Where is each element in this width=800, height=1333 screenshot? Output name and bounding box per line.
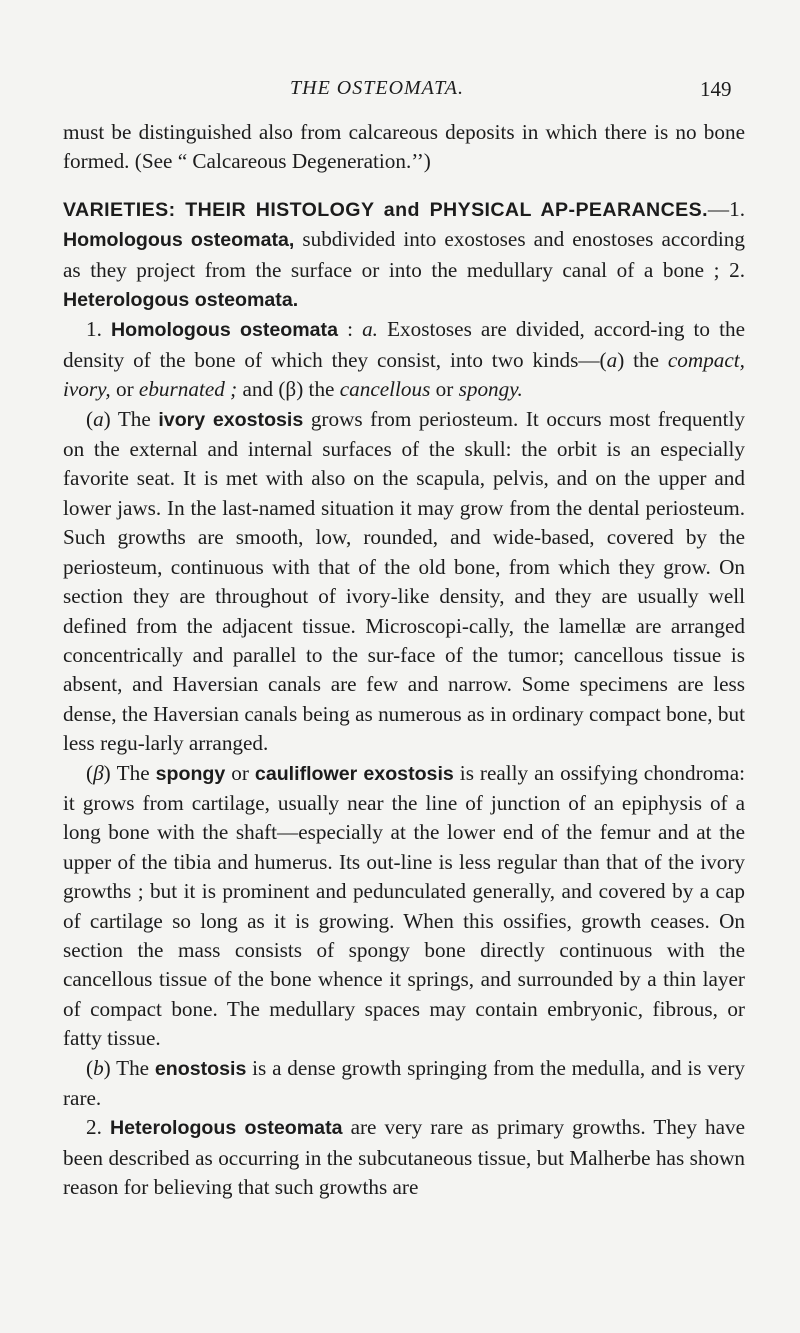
running-title: THE OSTEOMATA. [290,77,464,99]
paragraph-ivory-exostosis: (a) The ivory exostosis grows from periosteum. It occurs most frequently on the external and internal surfaces of the skull: the orbit is an especially favorite seat. It is met with also on the scapula, pelvis, and on the upper and lower jaws. In the last-named situation it may grow from the dental periosteum. Such growths are smooth, low, rounded, and wide-based, covered by the periosteum, continuous with that of the old bone, from which they grow. On section they are throughout of ivory-like density, and they are usually well defined from the adjacent tissue. Microscopi-cally, the lamellæ are arranged concentrically and parallel to the sur-face of the tumor; cancellous tissue is absent, and Haversian canals are few and narrow. Some specimens are less dense, the Haversian canals being as numerous as in ordinary compact bone, but less regu-larly arranged. [63,406,745,756]
paragraph-enostosis: (b) The enostosis is a dense growth springing from the medulla, and is very rare. [63,1055,745,1110]
page-number: 149 [700,77,732,101]
paragraph-heterologous: 2. Heterologous osteomata are very rare as primary growths. They have been described as occurring in the subcutaneous tissue, but Malherbe has shown reason for believing that such growths are [63,1115,745,1200]
section-heading: VARIETIES: THEIR HISTOLOGY and PHYSICAL AP-PEARANCES. [63,198,708,221]
paragraph-varieties: VARIETIES: THEIR HISTOLOGY and PHYSICAL AP-PEARANCES.—1. Homologous osteomata, subdivided into exostoses and enostoses according as they project from the surface or into the medullary canal of a bone ; 2. Heterologous osteomata. [63,196,745,312]
running-head [0,77,800,107]
paragraph-spongy-exostosis: (β) The spongy or cauliflower exostosis is really an ossifying chondroma: it grows from cartilage, usually near the line of junction of an epiphysis of a long bone with the shaft—especially at the lower end of the femur and at the upper of the tibia and humerus. Its out-line is less regular than that of the ivory growths ; but it is prominent and pedunculated generally, and covered by a cap of cartilage so long as it is growing. When this ossifies, growth ceases. On section the mass consists of spongy bone directly continuous with the cancellous tissue of the bone whence it springs, and surrounded by a thin layer of compact bone. The medullary spaces may contain embryonic, fibrous, or fatty tissue. [63,760,746,1051]
body-text [63,118,745,1203]
paragraph-intro: must be distinguished also from calcareous deposits in which there is no bone formed. (See “ Calcareous Degeneration.’’) [63,120,745,174]
paragraph-homologous: 1. Homologous osteomata : a. Exostoses are divided, accord-ing to the density of the bone of which they consist, into two kinds—(a) the compact, ivory, or eburnated ; and (β) the cancellous or spongy. [63,317,745,402]
